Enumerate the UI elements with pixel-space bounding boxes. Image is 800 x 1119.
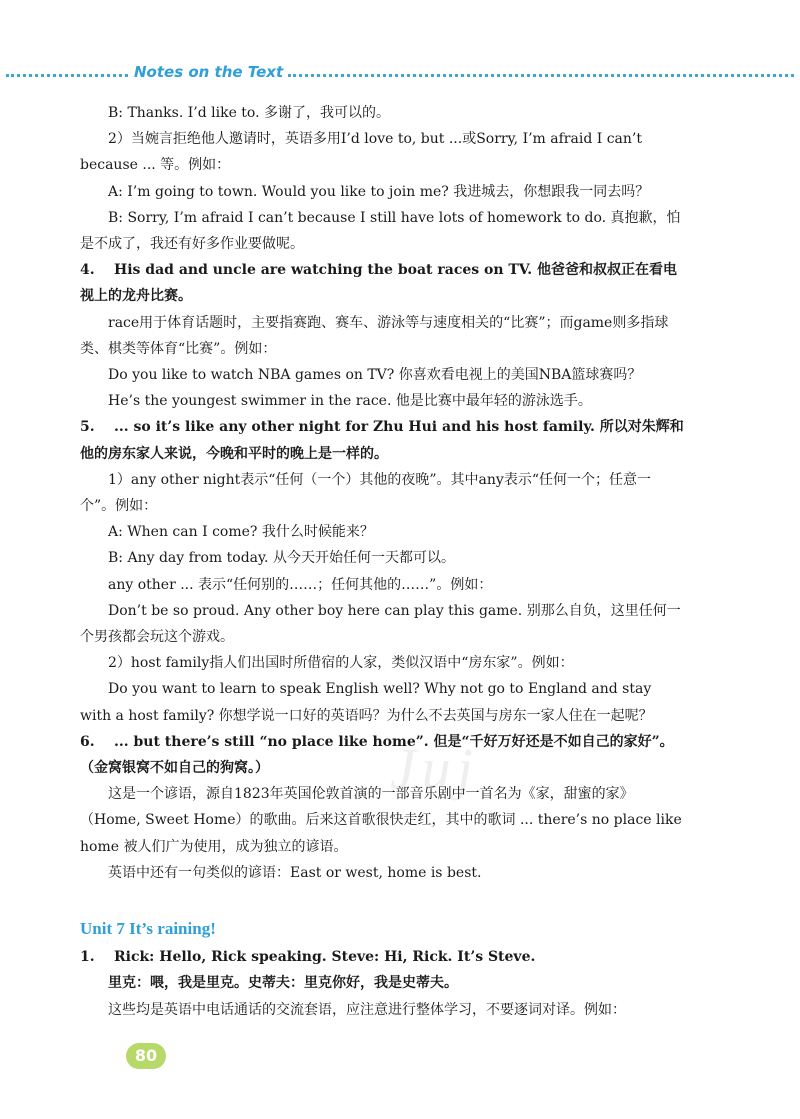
note-heading-6 [80, 729, 686, 781]
paragraph: 这是一个谚语，源自1823年英国伦敦首演的一部音乐剧中一首名为《家，甜蜜的家》（Home, Sweet Home）的歌曲。后来这首歌很快走红，其中的歌词 ... there’s no place like home 被人们广为使用，成为独立的谚语。 [80, 786, 682, 855]
note-text: His dad and uncle are watching the boat races on TV. 他爸爸和叔叔正在看电视上的龙舟比赛。 [80, 262, 677, 305]
paragraph: Do you want to learn to speak English well? Why not go to England and stay with a host family? 你想学说一口好的英语吗？为什么不去英国与房东一家人住在一起呢？ [80, 681, 653, 724]
note-number: 5. [80, 419, 95, 436]
paragraph: 2）当婉言拒绝他人邀请时，英语多用I’d love to, but ...或Sorry, I’m afraid I can’t because ... 等。例如： [80, 131, 642, 174]
note-number: 1. [80, 949, 95, 966]
page-number-badge: 80 [126, 1043, 166, 1069]
note-heading-1 [80, 944, 686, 970]
unit-title: Unit 7 It’s raining! [80, 919, 216, 939]
dotted-rule-left [6, 74, 128, 77]
paragraph: race用于体育话题时，主要指赛跑、赛车、游泳等与速度相关的“比赛”；而game则多指球类、棋类等体育“比赛”。例如： [80, 314, 669, 357]
paragraph: 2）host family指人们出国时所借宿的人家，类似汉语中“房东家”。例如： [108, 655, 574, 672]
note-heading-5 [80, 414, 686, 466]
paragraph: A: I’m going to town. Would you like to join me? 我进城去，你想跟我一同去吗？ [108, 183, 650, 200]
watermark-logo: Juj [390, 736, 479, 801]
paragraph: B: Thanks. I’d like to. 多谢了，我可以的。 [108, 105, 391, 121]
paragraph: 这些均是英语中电话通话的交流套语，应注意进行整体学习，不要逐词对译。例如： [108, 1001, 626, 1018]
section-title: Notes on the Text [134, 63, 284, 81]
paragraph: B: Sorry, I’m afraid I can’t because I still have lots of homework to do. 真抱歉，怕是不成了，我还有好多作业要做呢。 [80, 209, 681, 253]
note-text: ... but there’s still “no place like home”. 但是“千好万好还是不如自己的家好”。（金窝银窝不如自己的狗窝。） [80, 733, 674, 777]
paragraph: He’s the youngest swimmer in the race. 他是比赛中最年轻的游泳选手。 [108, 393, 592, 410]
page-body [80, 100, 686, 1023]
paragraph: 英语中还有一句类似的谚语：East or west, home is best. [108, 864, 482, 881]
section-header [0, 62, 800, 88]
paragraph: 1）any other night表示“任何（一个）其他的夜晚”。其中any表示“任何一个；任意一个”。例如： [80, 471, 651, 515]
paragraph: any other ... 表示“任何别的……；任何其他的……”。例如： [108, 576, 493, 593]
paragraph: B: Any day from today. 从今天开始任何一天都可以。 [108, 550, 455, 567]
note-text: ... so it’s like any other night for Zhu Hui and his host family. 所以对朱辉和他的房东家人来说，今晚和平时的晚上是一样的。 [80, 419, 684, 462]
dotted-rule-right [288, 74, 794, 77]
paragraph: Don’t be so proud. Any other boy here can play this game. 别那么自负，这里任何一个男孩都会玩这个游戏。 [80, 602, 681, 646]
note-number: 4. [80, 262, 95, 279]
note-heading-4 [80, 257, 686, 309]
paragraph: A: When can I come? 我什么时候能来？ [108, 524, 374, 541]
paragraph: 里克：喂，我是里克。史蒂夫：里克你好，我是史蒂夫。 [108, 975, 458, 992]
note-number: 6. [80, 733, 95, 750]
paragraph: Do you like to watch NBA games on TV? 你喜欢看电视上的美国NBA篮球赛吗？ [108, 367, 642, 384]
note-text: Rick: Hello, Rick speaking. Steve: Hi, Rick. It’s Steve. [114, 949, 536, 966]
